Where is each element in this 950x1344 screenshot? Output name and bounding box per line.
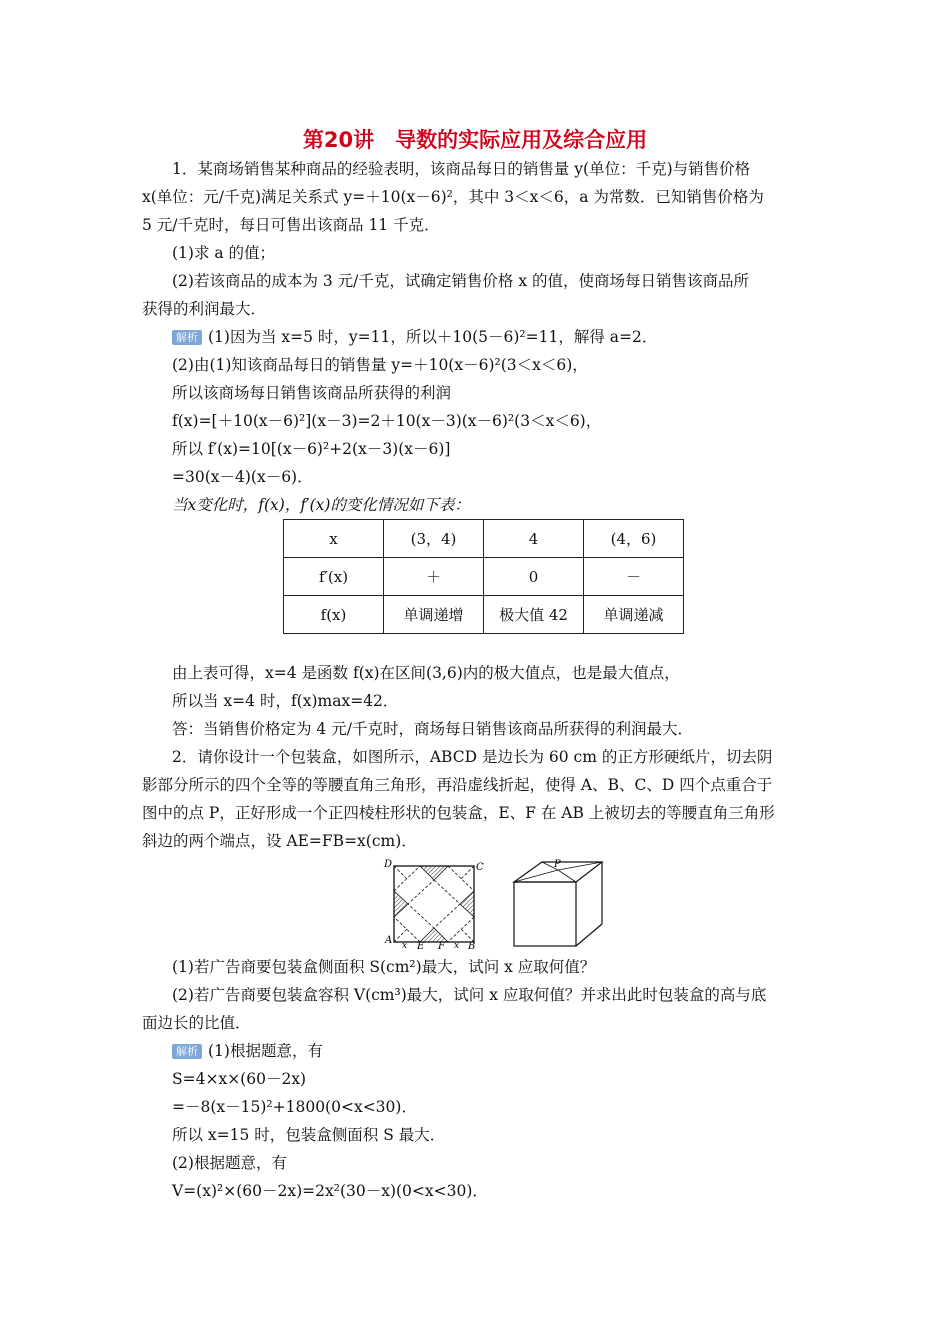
a2-line-1: 解析 (1)根据题意，有	[172, 1040, 323, 1062]
label-F: F	[438, 941, 445, 952]
label-x-left: x	[402, 941, 408, 951]
table-cell: 0	[484, 558, 584, 596]
page-title: 第20讲 导数的实际应用及综合应用	[302, 128, 648, 152]
table-cell: f(x)	[284, 596, 384, 634]
a2-line-5: (2)根据题意，有	[172, 1154, 287, 1172]
analysis-badge: 解析	[172, 1044, 202, 1059]
q2-line-1: 2．请你设计一个包装盒，如图所示，ABCD 是边长为 60 cm 的正方形硬纸片，切去阴	[172, 748, 773, 766]
q1-line-1: 1．某商场销售某种商品的经验表明，该商品每日的销售量 y(单位：千克)与销售价格	[172, 160, 751, 178]
q2-sub-2a: (2)若广告商要包装盒容积 V(cm³)最大，试问 x 应取何值？并求出此时包装盒的高与底	[172, 986, 767, 1004]
q1-sub-1: (1)求 a 的值；	[172, 244, 276, 262]
a1-line-5: 所以 f′(x)=10[(x－6)²+2(x－3)(x－6)]	[172, 440, 451, 458]
analysis-badge: 解析	[172, 330, 202, 345]
a1-line-8: 由上表可得，x=4 是函数 f(x)在区间(3,6)内的极大值点，也是最大值点，	[172, 664, 680, 682]
q2-line-3: 图中的点 P，正好形成一个正四棱柱形状的包装盒，E、F 在 AB 上被切去的等腰直角三角形	[142, 804, 775, 822]
a1-line-4: f(x)=[＋10(x－6)²](x－3)=2＋10(x－3)(x－6)²(3＜x＜6)，	[172, 412, 602, 430]
q2-line-4: 斜边的两个端点，设 AE=FB=x(cm)．	[142, 832, 417, 850]
a1-line-1: 解析 (1)因为当 x=5 时，y=11，所以＋10(5－6)²=11，解得 a=2．	[172, 326, 657, 348]
table-cell: 单调递增	[384, 596, 484, 634]
label-x-right: x	[454, 941, 460, 951]
q2-sub-2b: 面边长的比值．	[142, 1014, 251, 1032]
table-cell: 单调递减	[584, 596, 684, 634]
table-row	[284, 558, 684, 596]
box-figure	[508, 856, 608, 950]
table-cell: 4	[484, 520, 584, 558]
a2-line-6: V=(x)²×(60－2x)=2x²(30－x)(0<x<30)．	[172, 1182, 488, 1200]
label-D: D	[384, 859, 393, 870]
a1-line-2: (2)由(1)知该商品每日的销售量 y=＋10(x－6)²(3＜x＜6)，	[172, 356, 588, 374]
table-row	[284, 596, 684, 634]
q1-line-2: x(单位：元/千克)满足关系式 y=＋10(x－6)²，其中 3＜x＜6，a 为常数．已知销售价格为	[142, 188, 764, 206]
a1-line-6: =30(x－4)(x－6)．	[172, 468, 313, 486]
a1-line-7: 当x变化时，f(x)，f′(x)的变化情况如下表：	[172, 496, 470, 514]
a2-line-2: S=4×x×(60－2x)	[172, 1070, 307, 1088]
label-E: E	[417, 941, 425, 952]
q1-sub-2b: 获得的利润最大．	[142, 300, 267, 318]
label-B: B	[468, 941, 476, 952]
q1-line-3: 5 元/千克时，每日可售出该商品 11 千克．	[142, 216, 440, 234]
table-cell: (4，6)	[584, 520, 684, 558]
a1-line-9: 所以当 x=4 时，f(x)max=42．	[172, 692, 399, 710]
label-A: A	[385, 935, 393, 946]
variation-table	[283, 519, 684, 634]
table-cell: ＋	[384, 558, 484, 596]
square-card-figure	[380, 858, 484, 952]
a1-line-10: 答：当销售价格定为 4 元/千克时，商场每日销售该商品所获得的利润最大．	[172, 720, 693, 738]
table-cell: 极大值 42	[484, 596, 584, 634]
table-cell: (3，4)	[384, 520, 484, 558]
table-cell: x	[284, 520, 384, 558]
q2-line-2: 影部分所示的四个全等的等腰直角三角形，再沿虚线折起，使得 A、B、C、D 四个点重合于	[142, 776, 773, 794]
label-C: C	[476, 862, 484, 873]
a2-line-3: =－8(x－15)²+1800(0<x<30)．	[172, 1098, 417, 1116]
q2-sub-1: (1)若广告商要包装盒侧面积 S(cm²)最大，试问 x 应取何值？	[172, 958, 596, 976]
q1-sub-2a: (2)若该商品的成本为 3 元/千克，试确定销售价格 x 的值，使商场每日销售该商品所	[172, 272, 749, 290]
a2-line-4: 所以 x=15 时，包装盒侧面积 S 最大．	[172, 1126, 446, 1144]
table-cell: f′(x)	[284, 558, 384, 596]
table-row	[284, 520, 684, 558]
table-cell: －	[584, 558, 684, 596]
a1-line-3: 所以该商场每日销售该商品所获得的利润	[172, 384, 452, 402]
label-P: P	[554, 859, 561, 870]
